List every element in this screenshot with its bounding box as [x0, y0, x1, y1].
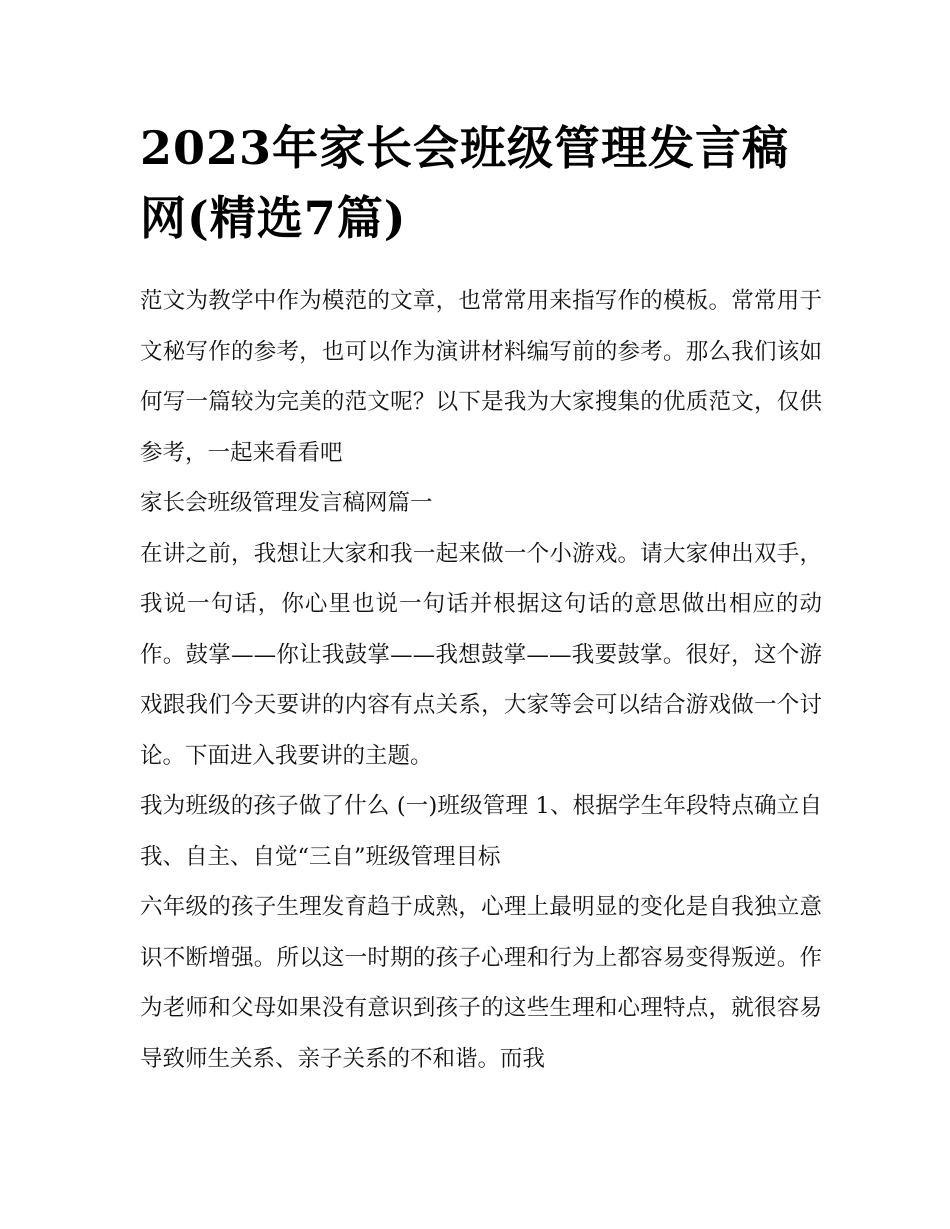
section-heading: 家长会班级管理发言稿网篇一	[140, 490, 433, 516]
document-title: 2023年家长会班级管理发言稿网(精选7篇)	[140, 121, 790, 245]
body-paragraph: 我为班级的孩子做了什么 (一)班级管理 1、根据学生年段特点确立自我、自主、自觉“三自”班级管理目标	[140, 793, 822, 870]
document-body	[140, 276, 822, 1084]
body-paragraph: 在讲之前，我想让大家和我一起来做一个小游戏。请大家伸出双手，我说一句话，你心里也说一句话并根据这句话的意思做出相应的动作。鼓掌——你让我鼓掌——我想鼓掌——我要鼓掌。很好，这个游戏跟我们今天要讲的内容有点关系，大家等会可以结合游戏做一个讨论。下面进入我要讲的主题。	[140, 540, 822, 769]
body-paragraph: 六年级的孩子生理发育趋于成熟，心理上最明显的变化是自我独立意识不断增强。所以这一时期的孩子心理和行为上都容易变得叛逆。作为老师和父母如果没有意识到孩子的这些生理和心理特点，就很容易导致师生关系、亲子关系的不和谐。而我	[140, 894, 822, 1072]
intro-paragraph: 范文为教学中作为模范的文章，也常常用来指写作的模板。常常用于文秘写作的参考，也可以作为演讲材料编写前的参考。那么我们该如何写一篇较为完美的范文呢？以下是我为大家搜集的优质范文，仅供参考，一起来看看吧	[140, 288, 822, 466]
